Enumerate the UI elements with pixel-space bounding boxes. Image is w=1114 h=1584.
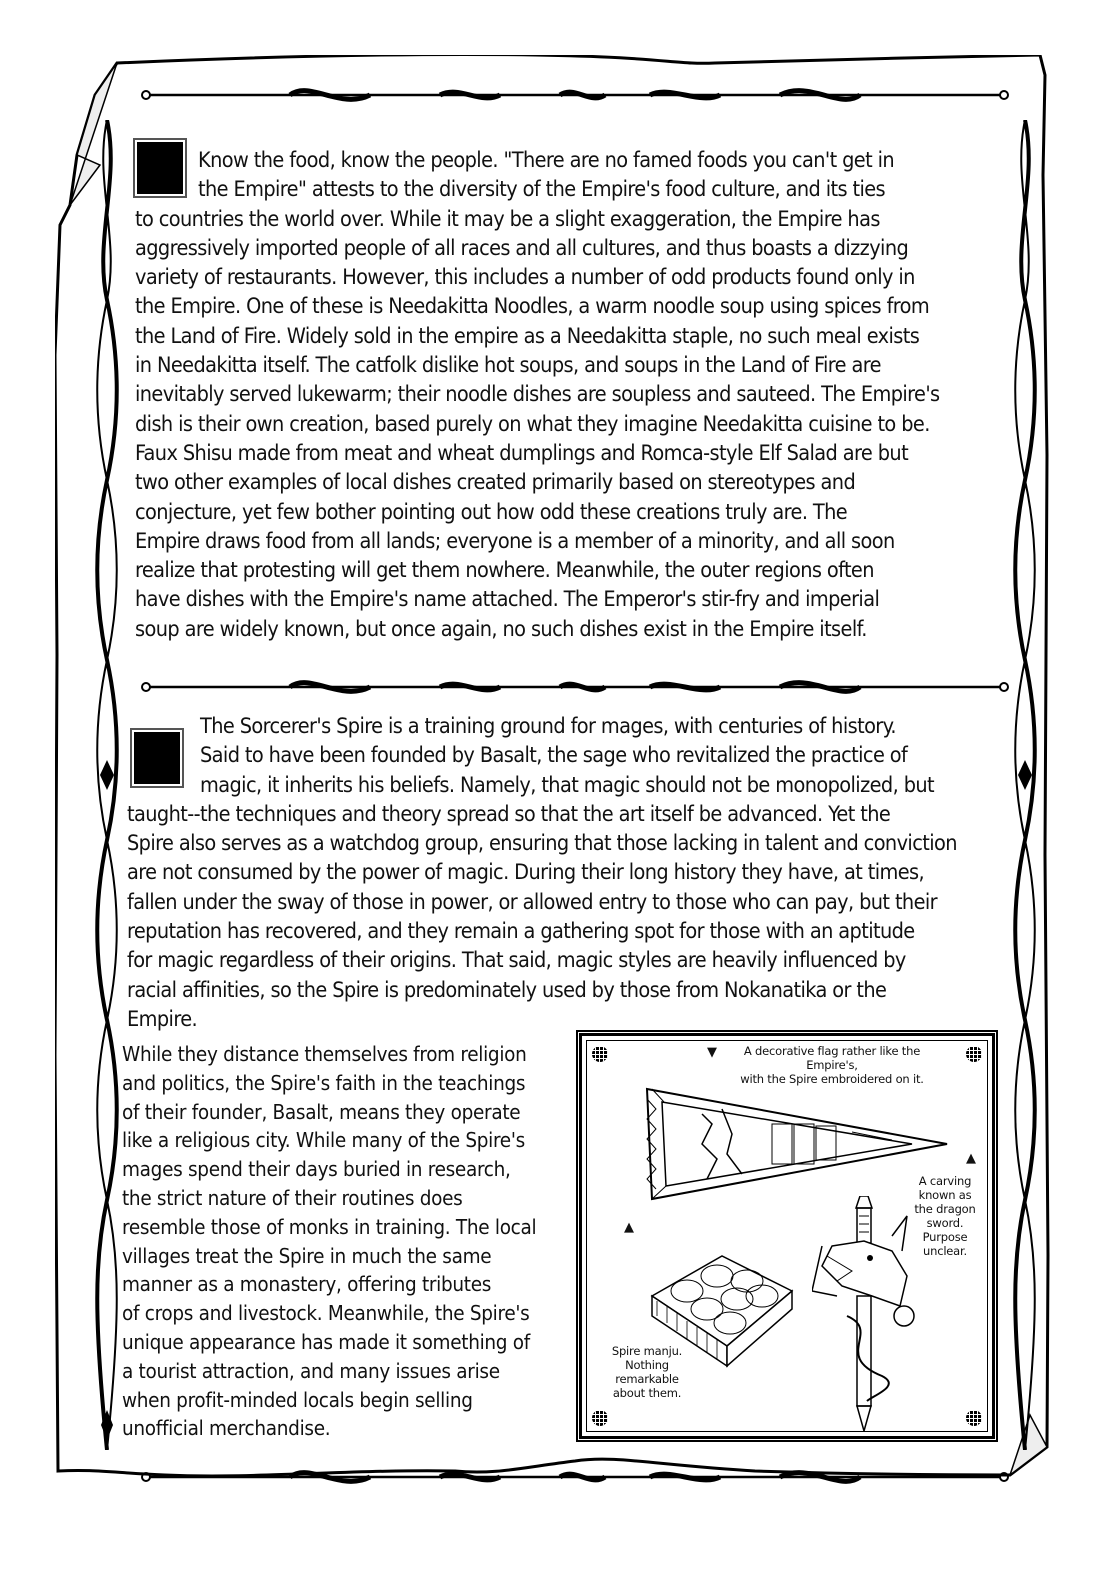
- spire-religion-paragraph: [122, 1040, 572, 1443]
- text-line: to countries the world over. While it may be a slight exaggeration, the Empire has: [135, 206, 880, 232]
- text-line: resemble those of monks in training. The local: [122, 1214, 537, 1239]
- text-line: Know the food, know the people. "There are no famed foods you can't get in: [198, 148, 895, 173]
- text-line: dish is their own creation, based purely on what they imagine Needakitta cuisine to be.: [135, 411, 930, 437]
- caption-line: the dragon: [914, 1202, 976, 1216]
- text-line: in Needakitta itself. The catfolk dislike hot soups, and soups in the Land of Fire are: [135, 353, 881, 379]
- caption-line: with the Spire embroidered on it.: [740, 1072, 924, 1086]
- text-line: The Sorcerer's Spire is a training ground for mages, with centuries of history.: [200, 714, 896, 739]
- text-line: racial affinities, so the Spire is predominately used by those from Nokanatika or the: [127, 977, 887, 1003]
- pointer-down-triangle-icon: ▼: [707, 1045, 717, 1060]
- text-line: of their founder, Basalt, means they operate: [122, 1099, 521, 1124]
- caption-line: A carving: [918, 1174, 972, 1188]
- text-line: Empire draws food from all lands; everyone is a member of a minority, and all soon: [135, 528, 895, 554]
- text-line: soup are widely known, but once again, no such dishes exist in the Empire itself.: [135, 616, 867, 642]
- text-line: villages treat the Spire in much the same: [122, 1243, 492, 1268]
- left-vine-ornament-icon: [92, 120, 122, 1450]
- caption-line: unclear.: [923, 1244, 967, 1258]
- text-line: Faux Shisu made from meat and wheat dumplings and Romca-style Elf Salad are but: [135, 440, 909, 466]
- text-line: Spire also serves as a watchdog group, ensuring that those lacking in talent and conviction: [127, 831, 957, 857]
- text-line: While they distance themselves from religion: [122, 1042, 527, 1066]
- caption-line: A decorative flag rather like the Empire's,: [743, 1044, 921, 1072]
- caption-line: Purpose: [922, 1230, 968, 1244]
- ornamental-divider-top-icon: [140, 80, 1010, 110]
- sorcerers-spire-paragraph: [127, 712, 1017, 1034]
- caption-line: about them.: [612, 1386, 682, 1400]
- pointer-up-triangle-icon: ▲: [966, 1151, 976, 1166]
- corner-orb-icon: [966, 1410, 982, 1426]
- text-line: have dishes with the Empire's name attached. The Emperor's stir-fry and imperial: [135, 587, 880, 613]
- manju-caption: [592, 1344, 702, 1400]
- caption-line: Spire manju.: [611, 1344, 683, 1358]
- text-line: Said to have been founded by Basalt, the sage who revitalized the practice of: [200, 743, 908, 769]
- ornamental-divider-middle-icon: [140, 672, 1010, 702]
- text-line: mages spend their days buried in research,: [122, 1157, 511, 1182]
- text-line: like a religious city. While many of the Spire's: [122, 1128, 525, 1153]
- text-line: Empire.: [127, 1006, 198, 1032]
- text-line: inevitably served lukewarm; their noodle dishes are soupless and sauteed. The Empire's: [135, 382, 940, 408]
- text-line: the Land of Fire. Widely sold in the empire as a Needakitta staple, no such meal exists: [135, 323, 920, 349]
- text-line: unofficial merchandise.: [122, 1416, 331, 1441]
- text-line: realize that protesting will get them nowhere. Meanwhile, the outer regions often: [135, 558, 874, 584]
- text-line: variety of restaurants. However, this includes a number of odd products found only in: [135, 265, 915, 291]
- caption-line: known as: [918, 1188, 972, 1202]
- ornamental-divider-bottom-icon: [140, 1462, 1010, 1492]
- text-line: reputation has recovered, and they remain a gathering spot for those with an aptitude: [127, 919, 915, 945]
- corner-orb-icon: [592, 1410, 608, 1426]
- text-line: when profit-minded locals begin selling: [122, 1387, 473, 1412]
- pointer-up-triangle-icon: ▲: [624, 1220, 634, 1235]
- merchandise-illustration-panel: [579, 1033, 995, 1439]
- food-culture-paragraph: [135, 146, 1010, 644]
- text-line: taught--the techniques and theory spread so that the art itself be advanced. Yet the: [127, 801, 891, 827]
- text-line: the Empire" attests to the diversity of the Empire's food culture, and its ties: [198, 177, 886, 203]
- caption-line: sword.: [926, 1216, 964, 1230]
- text-line: aggressively imported people of all races and all cultures, and thus boasts a dizzying: [135, 235, 909, 261]
- dragon-sword-carving-icon: [812, 1196, 922, 1431]
- text-line: the strict nature of their routines does: [122, 1185, 463, 1210]
- text-line: the Empire. One of these is Needakitta Noodles, a warm noodle soup using spices from: [135, 294, 930, 320]
- text-line: and politics, the Spire's faith in the teachings: [122, 1070, 526, 1095]
- text-line: conjecture, yet few bother pointing out how odd these creations truly are. The: [135, 499, 848, 525]
- text-line: of crops and livestock. Meanwhile, the Spire's: [122, 1301, 530, 1326]
- text-line: for magic regardless of their origins. That said, magic styles are heavily influenced by: [127, 948, 906, 974]
- caption-line: Nothing remarkable: [615, 1358, 679, 1386]
- text-line: two other examples of local dishes created primarily based on stereotypes and: [135, 470, 856, 496]
- corner-orb-icon: [966, 1046, 982, 1062]
- text-line: are not consumed by the power of magic. During their long history they have, at times,: [127, 860, 925, 886]
- flag-caption: [722, 1044, 942, 1086]
- text-line: magic, it inherits his beliefs. Namely, that magic should not be monopolized, but: [200, 772, 935, 798]
- text-line: manner as a monastery, offering tributes: [122, 1272, 492, 1297]
- text-line: unique appearance has made it something of: [122, 1329, 530, 1354]
- corner-orb-icon: [592, 1046, 608, 1062]
- text-line: fallen under the sway of those in power, or allowed entry to those who can pay, but their: [127, 889, 938, 915]
- text-line: a tourist attraction, and many issues arise: [122, 1358, 500, 1383]
